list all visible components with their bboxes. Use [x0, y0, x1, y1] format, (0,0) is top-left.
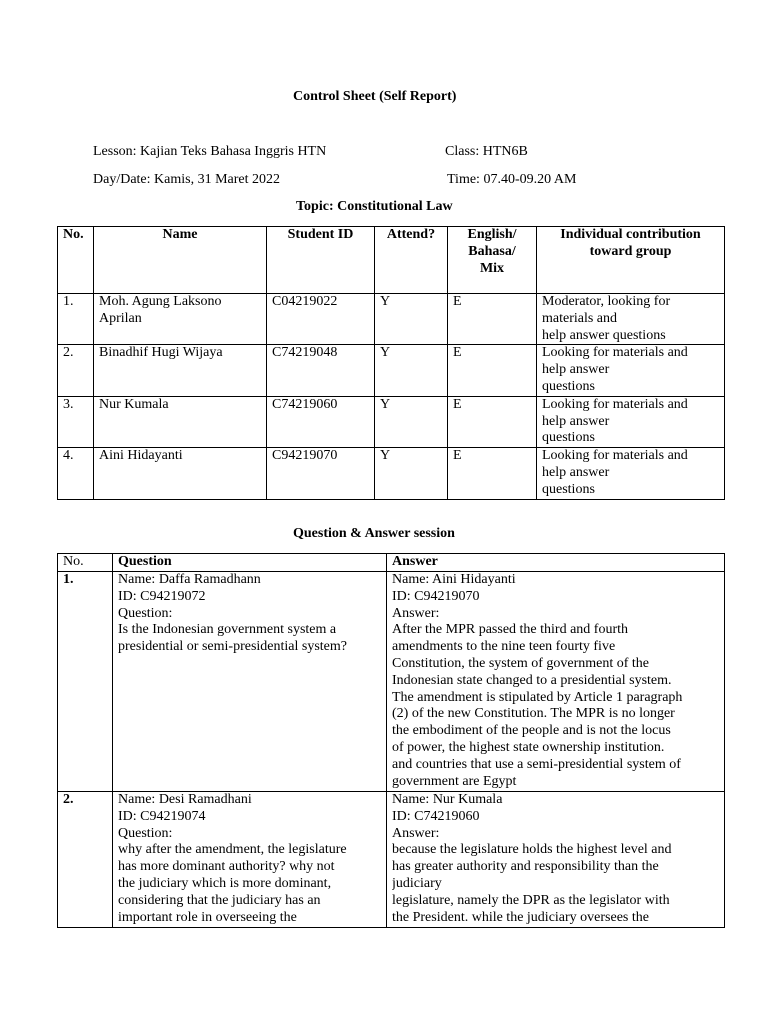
student-name: Binadhif Hugi Wijaya [94, 345, 267, 396]
answer-text-line: and countries that use a semi-presidential system of [392, 756, 681, 772]
qa-row-number: 1. [58, 572, 113, 792]
lesson-label: Lesson: Kajian Teks Bahasa Inggris HTN [93, 144, 327, 159]
answerer-name: Name: Nur Kumala [392, 792, 503, 807]
table-row [58, 792, 725, 928]
attendance-table [57, 226, 725, 500]
student-id: C74219048 [267, 345, 375, 396]
contribution-line: help answer [542, 413, 610, 429]
language-value: E [448, 396, 537, 447]
student-id: C74219060 [267, 396, 375, 447]
student-name: Aini Hidayanti [94, 448, 267, 499]
table-row [58, 345, 725, 396]
col-header-language [448, 227, 537, 294]
contribution-line: questions [542, 430, 595, 446]
question-text-line: why after the amendment, the legislature [118, 842, 347, 858]
time-label: Time: 07.40-09.20 AM [447, 172, 577, 187]
answer-text-line: After the MPR passed the third and fourth [392, 622, 629, 638]
contribution-line: Looking for materials and [542, 345, 688, 361]
qa-session-heading: Question & Answer session [293, 526, 455, 541]
col-header-no: No. [58, 227, 94, 294]
answer-text-line: government are Egypt [392, 773, 517, 789]
question-label: Question: [118, 825, 173, 841]
question-cell [113, 792, 387, 928]
attendance-header-row [58, 227, 725, 294]
question-text-line: Is the Indonesian government system a [118, 622, 337, 638]
contribution-header-line: toward group [589, 243, 672, 259]
contribution [537, 448, 725, 499]
question-text-line: presidential or semi-presidential system? [118, 639, 347, 655]
contribution [537, 396, 725, 447]
answerer-id: ID: C74219060 [392, 808, 480, 824]
attend-value: Y [375, 396, 448, 447]
topic-heading: Topic: Constitutional Law [296, 199, 453, 214]
qa-header-row [58, 554, 725, 572]
questioner-id: ID: C94219072 [118, 588, 206, 604]
row-number: 2. [58, 345, 94, 396]
qa-row-number: 2. [58, 792, 113, 928]
qa-col-header-no: No. [58, 554, 113, 572]
contribution-line: help answer [542, 464, 610, 480]
answer-text-line: judiciary [392, 875, 442, 891]
contribution-line: Moderator, looking for [542, 294, 671, 309]
student-name-line: Aprilan [99, 310, 142, 326]
student-id: C04219022 [267, 294, 375, 345]
contribution-line: help answer [542, 362, 610, 378]
col-header-contribution [537, 227, 725, 294]
answer-cell [387, 792, 725, 928]
page-title: Control Sheet (Self Report) [293, 89, 457, 104]
answer-text-line: has greater authority and responsibility than the [392, 859, 659, 875]
question-text-line: has more dominant authority? why not [118, 859, 335, 875]
table-row [58, 396, 725, 447]
contribution-line: materials and [542, 310, 618, 326]
language-header-line: Bahasa/ [468, 243, 516, 259]
class-label: Class: HTN6B [445, 144, 528, 159]
row-number: 3. [58, 396, 94, 447]
answer-label: Answer: [392, 605, 440, 621]
answer-text-line: the embodiment of the people and is not the locus [392, 723, 671, 739]
question-cell [113, 572, 387, 792]
answer-text-line: Constitution, the system of government of the [392, 655, 650, 671]
contribution [537, 345, 725, 396]
questioner-name: Name: Daffa Ramadhann [118, 572, 261, 587]
answer-text-line: legislature, namely the DPR as the legislator with [392, 892, 670, 908]
questioner-id: ID: C94219074 [118, 808, 206, 824]
answerer-name: Name: Aini Hidayanti [392, 572, 516, 587]
answer-text-line: the President. while the judiciary oversees the [392, 909, 649, 925]
col-header-name: Name [94, 227, 267, 294]
qa-col-header-question: Question [113, 554, 387, 572]
language-value: E [448, 345, 537, 396]
answer-text-line: The amendment is stipulated by Article 1 paragraph [392, 689, 683, 705]
question-text-line: considering that the judiciary has an [118, 892, 321, 908]
contribution-line: Looking for materials and [542, 448, 688, 464]
answer-label: Answer: [392, 825, 440, 841]
attend-value: Y [375, 294, 448, 345]
question-text-line: important role in overseeing the [118, 909, 297, 925]
language-value: E [448, 448, 537, 499]
student-name: Nur Kumala [94, 396, 267, 447]
contribution [537, 294, 725, 345]
contribution-line: help answer questions [542, 327, 666, 343]
row-number: 4. [58, 448, 94, 499]
answer-text-line: (2) of the new Constitution. The MPR is no longer [392, 706, 675, 722]
language-value: E [448, 294, 537, 345]
contribution-header-line: Individual contribution [560, 227, 701, 242]
answer-text-line: amendments to the nine teen fourty five [392, 639, 616, 655]
answerer-id: ID: C94219070 [392, 588, 480, 604]
language-header-line: English/ [467, 227, 517, 242]
contribution-line: questions [542, 378, 595, 394]
language-header-line: Mix [479, 260, 505, 276]
contribution-line: Looking for materials and [542, 396, 688, 412]
question-text-line: the judiciary which is more dominant, [118, 875, 332, 891]
table-row [58, 572, 725, 792]
answer-text-line: of power, the highest state ownership institution. [392, 739, 665, 755]
questioner-name: Name: Desi Ramadhani [118, 792, 252, 807]
answer-text-line: because the legislature holds the highest level and [392, 842, 672, 858]
qa-table [57, 553, 725, 928]
qa-col-header-answer: Answer [387, 554, 725, 572]
col-header-attend: Attend? [375, 227, 448, 294]
row-number: 1. [58, 294, 94, 345]
student-id: C94219070 [267, 448, 375, 499]
table-row [58, 448, 725, 499]
contribution-line: questions [542, 481, 595, 497]
col-header-student-id: Student ID [267, 227, 375, 294]
table-row [58, 294, 725, 345]
student-name [94, 294, 267, 345]
question-label: Question: [118, 605, 173, 621]
attend-value: Y [375, 345, 448, 396]
student-name-line: Moh. Agung Laksono [99, 294, 222, 309]
answer-text-line: Indonesian state changed to a presidential system. [392, 672, 672, 688]
answer-cell [387, 572, 725, 792]
attend-value: Y [375, 448, 448, 499]
day-date-label: Day/Date: Kamis, 31 Maret 2022 [93, 172, 281, 187]
